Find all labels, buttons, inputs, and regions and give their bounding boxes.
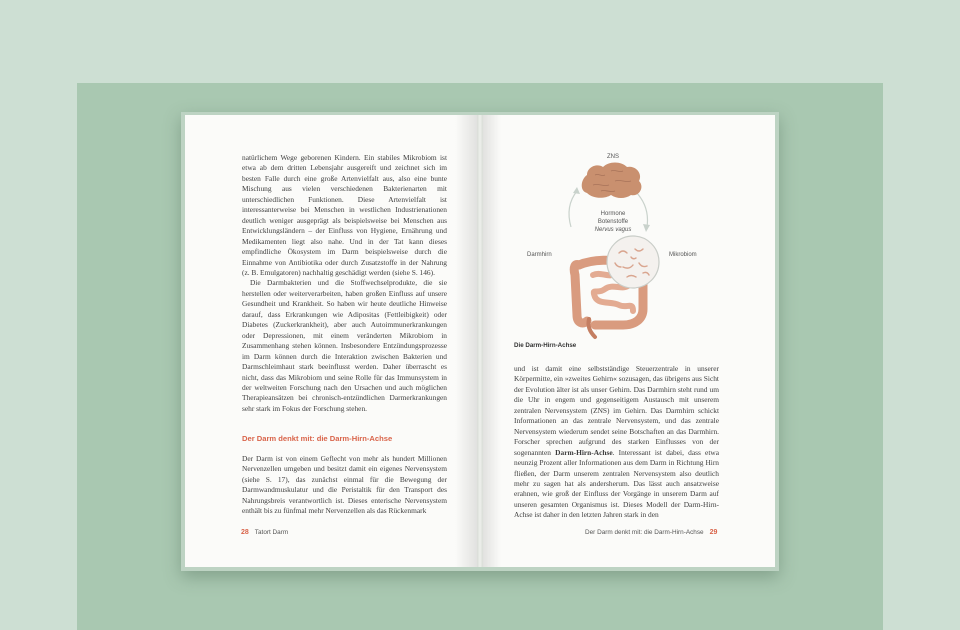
left-body-text bbox=[242, 153, 447, 414]
label-zns: ZNS bbox=[607, 154, 619, 160]
diagram-caption: Die Darm-Hirn-Achse bbox=[514, 342, 577, 349]
left-running-title: Tatort Darm bbox=[254, 529, 289, 536]
arrow-left-icon bbox=[569, 191, 577, 227]
label-darmhirn: Darmhirn bbox=[527, 252, 552, 258]
label-mikrobiom: Mikrobiom bbox=[669, 252, 697, 258]
left-paragraph-1: natürlichem Wege geborenen Kindern. Ein stabiles Mikrobiom ist etwa ab dem dritten Lebensjahr ausgereift und zeichnet sich im besten Falle durch eine große Artenvielfalt aus, also eine bunte Mischung aus vielen verschiedenen Bakterienarten mit unterschiedlichen Funktionen. Diese Artenvielfalt ist interessanterweise bei Menschen in westlichen Industrienationen deutlich weniger ausgeprägt als beispielsweise bei Menschen aus Entwicklungsländern – der Einfluss von Hygiene, Ernährung und Medikamenten liegt also nahe. Und in der Tat kann dieses empfindliche Ökosystem im Darm beispielsweise durch die Einnahme von Antibiotika oder durch Zusatzstoffe in der Nahrung (z. B. Emulgatoren) nachhaltig geschädigt werden (siehe S. 146). bbox=[242, 153, 447, 277]
left-footer bbox=[235, 529, 288, 536]
section-heading: Der Darm denkt mit: die Darm-Hirn-Achse bbox=[242, 434, 393, 443]
right-page-number: 29 bbox=[709, 529, 718, 536]
arrow-right-icon bbox=[635, 191, 648, 227]
label-hormone: Hormone bbox=[600, 211, 626, 217]
arrow-left-head-icon bbox=[573, 187, 580, 194]
right-paragraph bbox=[514, 364, 719, 521]
left-body-text-2 bbox=[242, 454, 447, 517]
left-page-number: 28 bbox=[241, 529, 249, 536]
gut-brain-diagram bbox=[483, 115, 775, 345]
microbiome-magnifier-icon bbox=[607, 236, 659, 288]
bold-term: Darm-Hirn-Achse bbox=[555, 447, 613, 457]
label-botenstoffe: Botenstoffe bbox=[597, 219, 629, 225]
right-footer bbox=[585, 529, 723, 536]
right-page bbox=[483, 115, 775, 567]
right-text-part-1: und ist damit eine selbstständige Steuerzentrale in unserer Körpermitte, ein »zweites Gehirn« sozusagen, das übrigens aus Sicht der Evolution älter ist als unser Gehirn. Das Darmhirn steht rund um die Uhr in engem und gegenseitigem Austausch mit unserem zentralen Nervensystem (ZNS) im Gehirn. Das Darmhirn schickt Informationen an das zentrale Nervensystem, und das zentrale Nervensystem wiederum sendet seine Botschaften an das Darmhirn. Forscher sprechen aufgrund des starken Einflusses von der sogenannten bbox=[514, 364, 719, 457]
left-paragraph-3: Der Darm ist von einem Geflecht von mehr als hundert Millionen Nervenzellen umgeben und besitzt damit ein eigenes Nervensystem (siehe S. 17), das zunächst einmal für die Bewegung der Darmwandmuskulatur und die Peristaltik für den Transport des Nahrungsbreis verantwortlich ist. Dieses enterische Nervensystem enthält bis zu fünfmal mehr Nervenzellen als das Rückenmark bbox=[242, 454, 447, 516]
label-nervus-vagus: Nervus vagus bbox=[594, 227, 632, 233]
left-page bbox=[185, 115, 477, 567]
left-paragraph-2: Die Darmbakterien und die Stoffwechselprodukte, die sie herstellen oder weiterverarbeiten, haben großen Einfluss auf unsere Gesundheit und Krankheit. So haben wir heute deutliche Hinweise darauf, dass Erkrankungen wie Adipositas (Fettleibigkeit) oder Diabetes (Zuckerkrankheit), aber auch Autoimmunerkrankungen oder Depressionen, mit einem veränderten Mikrobiom in Zusammenhang stehen können. Insbesondere Entzündungsprozesse im Darm können durch die Interaktion zwischen Bakterien und Darmschleimhaut stark beeinflusst werden. Daher überrascht es nicht, dass das Mikrobiom und seine Rolle für das Immunsystem in der weltweiten Forschung nach den Ursachen und auch möglichen Therapieansätzen bei chronisch-entzündlichen Darmerkrankungen sehr stark im Fokus der Forschung stehen. bbox=[242, 278, 447, 413]
brain-icon bbox=[582, 163, 642, 199]
arrow-right-head-icon bbox=[643, 224, 650, 232]
right-running-title: Der Darm denkt mit: die Darm-Hirn-Achse bbox=[585, 529, 704, 536]
right-text-part-2: . Interessant ist dabei, dass etwa neunzig Prozent aller Informationen aus dem Darm in Richtung Hirn fließen, der Darm unserem zentralen Nervensystem also deutlich mehr zu sagen hat als andersherum. Das lässt auch ansatzweise erahnen, wie groß der Einfluss der Vorgänge in unserem Darm auf unseren gesamten Organismus ist. Dieses Modell der Darm-Hirn-Achse ist daher in den letzten Jahren stark in den bbox=[514, 447, 719, 520]
right-body-text bbox=[514, 364, 719, 521]
